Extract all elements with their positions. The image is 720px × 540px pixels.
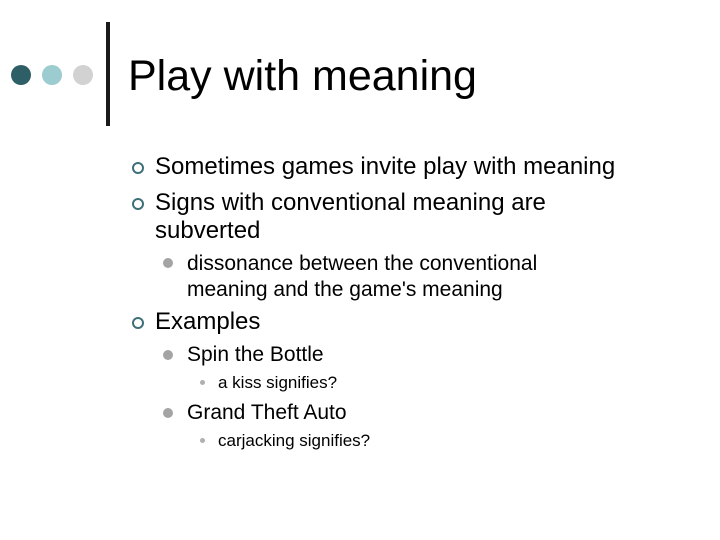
title-divider [106,22,110,126]
small-dot-bullet-icon [200,438,205,443]
bullet-item-line2: subverted [155,217,261,244]
sub-bullet-item-line2: meaning and the game's meaning [187,278,503,301]
dot-bullet-icon [163,408,173,418]
dot-bullet-icon [163,258,173,268]
light-teal-dot-icon [42,65,62,85]
dot-bullet-icon [163,350,173,360]
bullet-item-line1: Signs with conventional meaning are [155,189,546,216]
sub-bullet-item: Grand Theft Auto [187,401,347,424]
ring-bullet-icon [132,162,144,174]
ring-bullet-icon [132,198,144,210]
ring-bullet-icon [132,317,144,329]
sub-bullet-item: Spin the Bottle [187,343,324,366]
bullet-item: Sometimes games invite play with meaning [155,153,616,180]
small-dot-bullet-icon [200,380,205,385]
sub-sub-bullet-item: a kiss signifies? [218,373,338,392]
grey-dot-icon [73,65,93,85]
dark-teal-dot-icon [11,65,31,85]
sub-sub-bullet-item: carjacking signifies? [218,431,371,450]
sub-bullet-item-line1: dissonance between the conventional [187,252,538,275]
bullet-item: Examples [155,308,261,335]
slide-title: Play with meaning [128,52,477,100]
